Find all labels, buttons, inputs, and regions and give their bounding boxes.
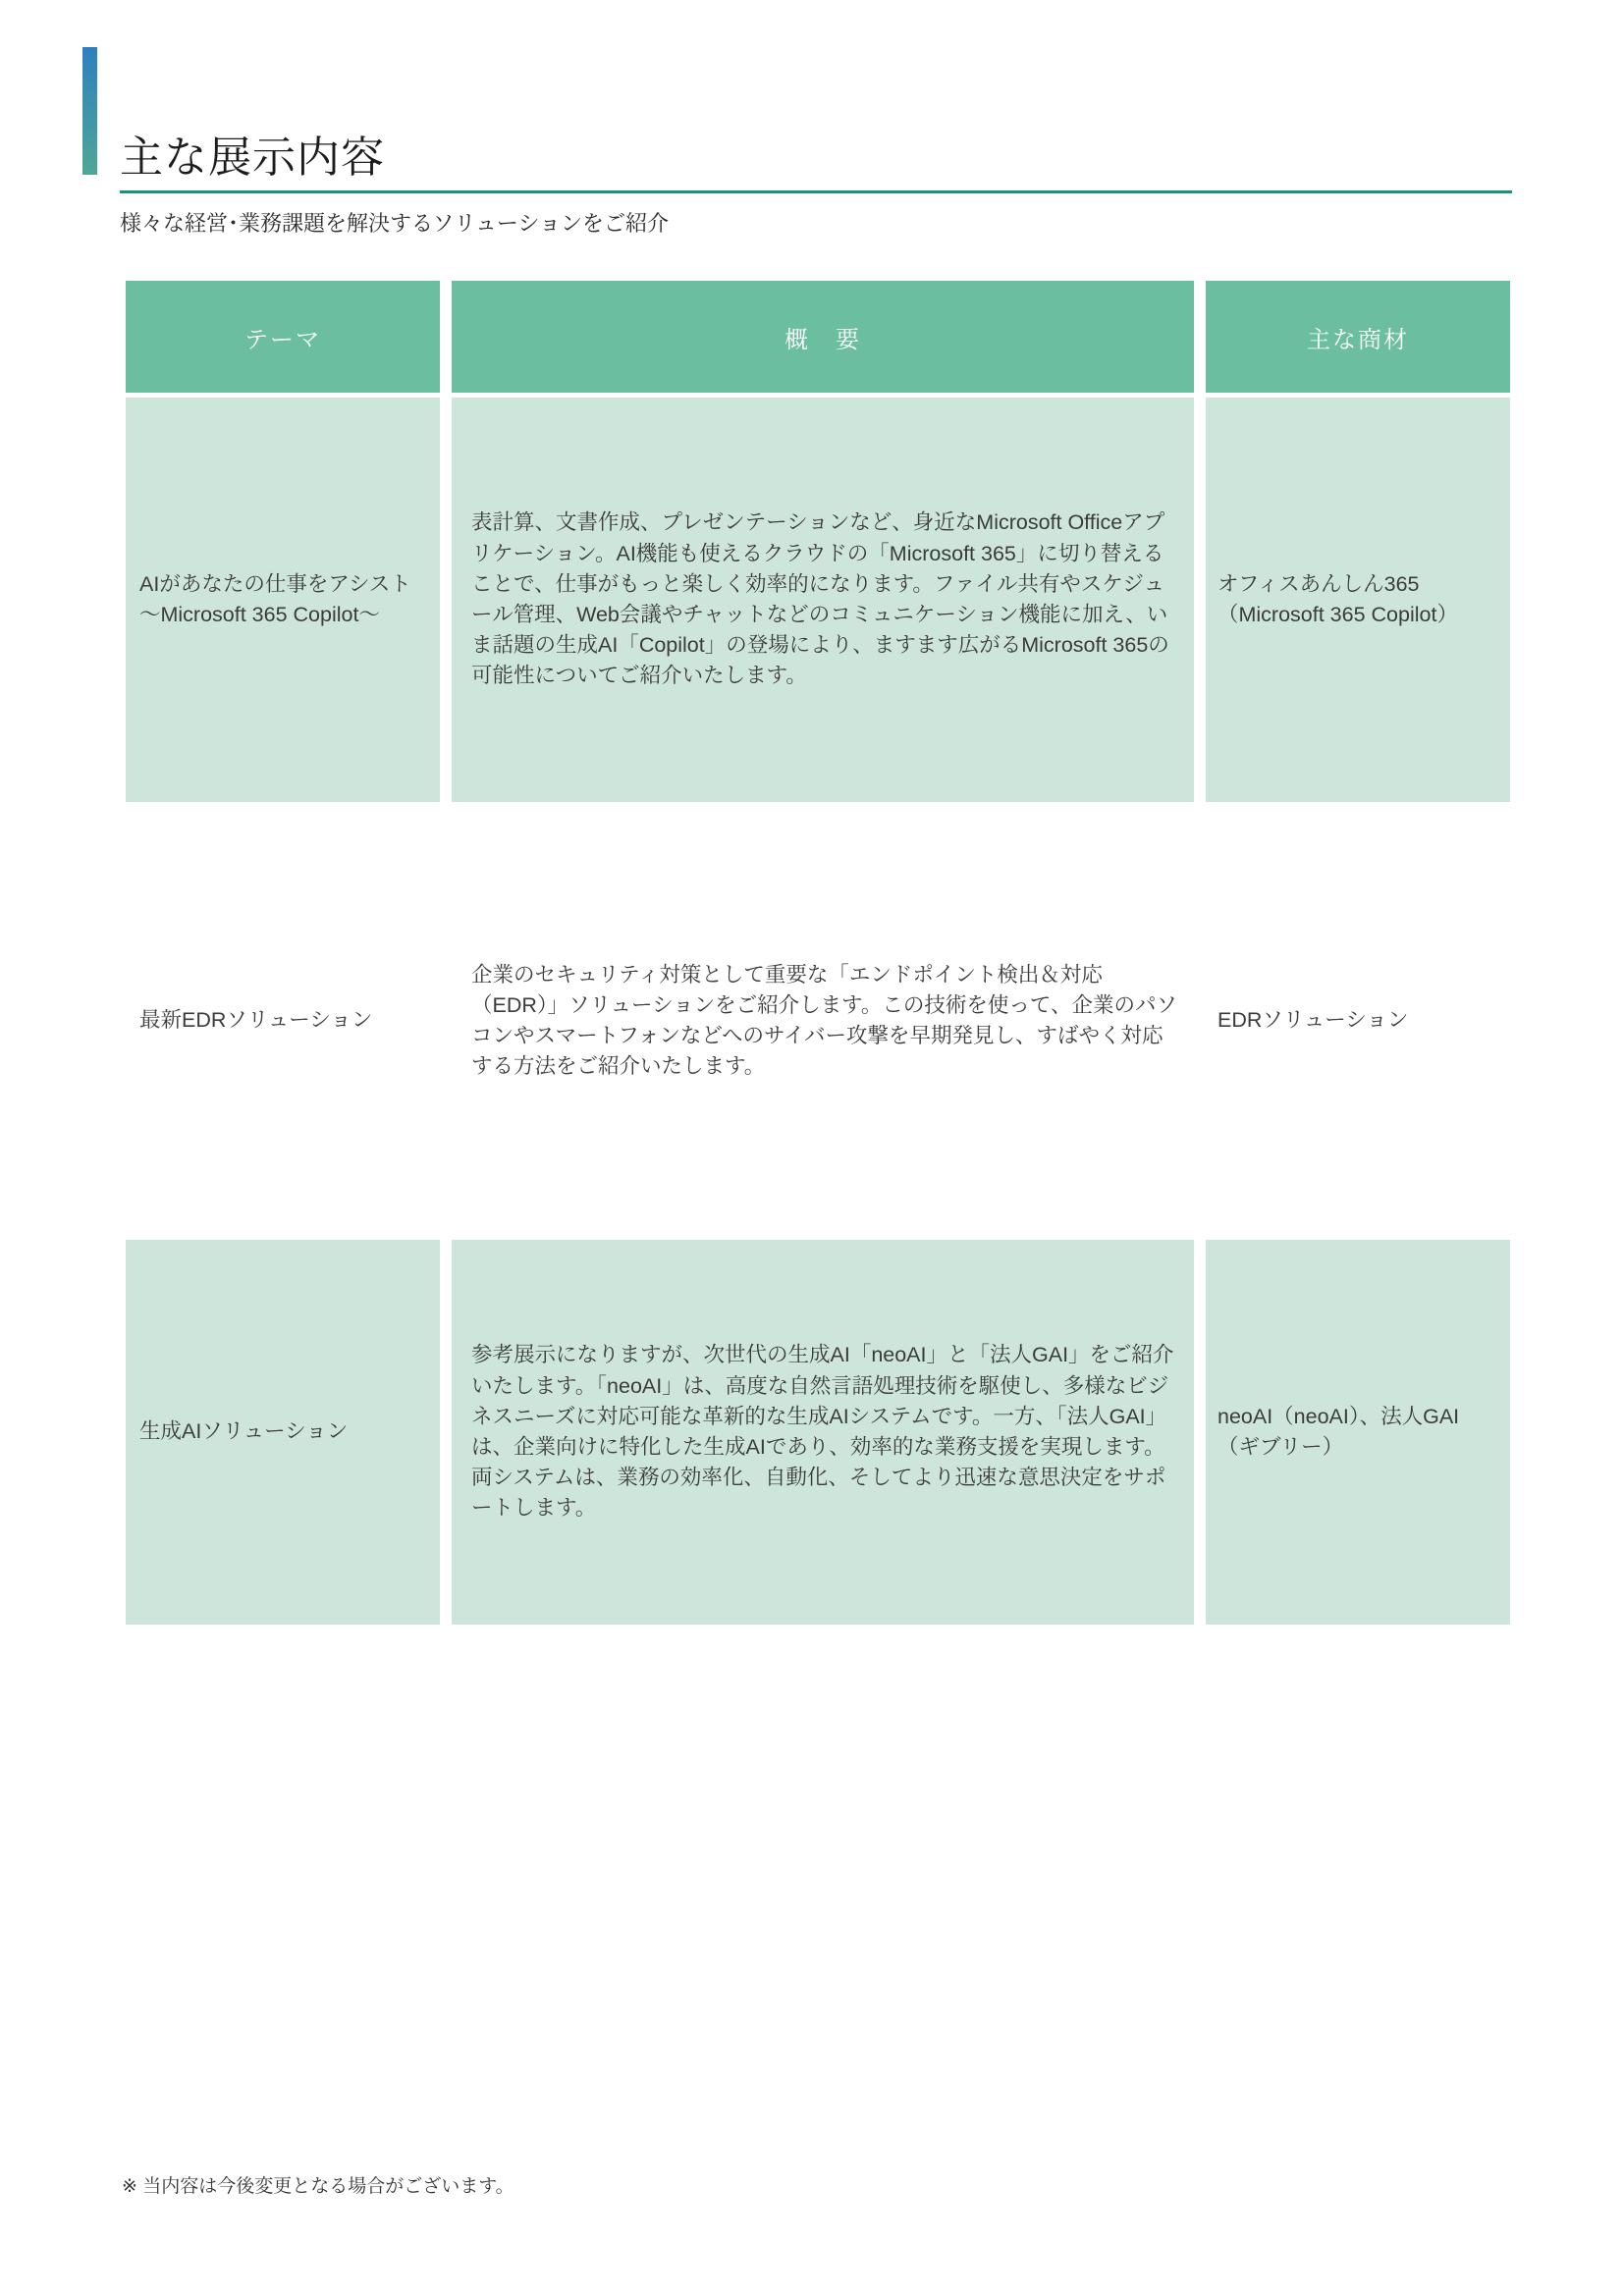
- table-row-3-theme-cell: [126, 1240, 440, 1625]
- table-row-3-products-cell: [1206, 1240, 1510, 1625]
- page-subtitle: 様々な経営･業務課題を解決するソリューションをご紹介: [120, 211, 670, 236]
- row-2-summary-text: 企業のセキュリティ対策として重要な「エンドポイント検出＆対応（EDR）」ソリューションをご紹介します。この技術を使って、企業のパソコンやスマートフォンなどへのサイバー攻撃を早期発見し、すばやく対応する方法をご紹介いたします。: [471, 962, 1177, 1079]
- footnote: ※ 当内容は今後変更となる場合がございます。: [122, 2176, 514, 2197]
- row-2-theme-text: 最新EDRソリューション: [139, 1008, 373, 1033]
- row-3-summary-text: 参考展示になりますが、次世代の生成AI「neoAI」と「法人GAI」をご紹介いたします。「neoAI」は、高度な自然言語処理技術を駆使し、多様なビジネスニーズに対応可能な革新的な生成AIシステムです。一方、「法人GAI」は、企業向けに特化した生成AIであり、効率的な業務支援を実現します。両システムは、業務の効率化、自動化、そしてより迅速な意思決定をサポートします。: [471, 1343, 1174, 1521]
- title-accent-bar: [82, 47, 97, 175]
- table-row-1-products-cell: [1206, 398, 1510, 802]
- table-row-2-theme-cell: [126, 807, 440, 1235]
- table-row-3-summary-cell: [452, 1240, 1194, 1625]
- exhibition-table: [126, 281, 1510, 1625]
- row-1-summary-text: 表計算、文書作成、プレゼンテーションなど、身近なMicrosoft Officeアプリケーション。AI機能も使えるクラウドの「Microsoft 365」に切り替えることで、仕事がもっと楽しく効率的になります。ファイル共有やスケジュール管理、Web会議やチャットなどのコミュニケーション機能に加え、いま話題の生成AI「Copilot」の登場により、ますます広がるMicrosoft 365の可能性についてご紹介いたします。: [471, 510, 1169, 688]
- title-underline: [120, 190, 1512, 193]
- row-3-theme-text: 生成AIソリューション: [139, 1419, 349, 1444]
- table-header-summary: 概 要: [452, 281, 1194, 393]
- page-title: 主な展示内容: [120, 133, 385, 182]
- table-row-1-summary-cell: [452, 398, 1194, 802]
- row-3-products-text: neoAI（neoAI）、法人GAI（ギブリー）: [1217, 1404, 1460, 1459]
- table-row-2-products-cell: [1206, 807, 1510, 1235]
- row-1-theme-text: AIがあなたの仕事をアシスト ～Microsoft 365 Copilot～: [139, 571, 433, 626]
- row-2-products-text: EDRソリューション: [1217, 1008, 1409, 1033]
- table-row-2-summary-cell: [452, 807, 1194, 1235]
- table-header-theme: テーマ: [126, 281, 440, 393]
- table-header-products: 主な商材: [1206, 281, 1510, 393]
- table-row-1-theme-cell: [126, 398, 440, 802]
- row-1-products-text: オフィスあんしん365（Microsoft 365 Copilot）: [1217, 571, 1458, 626]
